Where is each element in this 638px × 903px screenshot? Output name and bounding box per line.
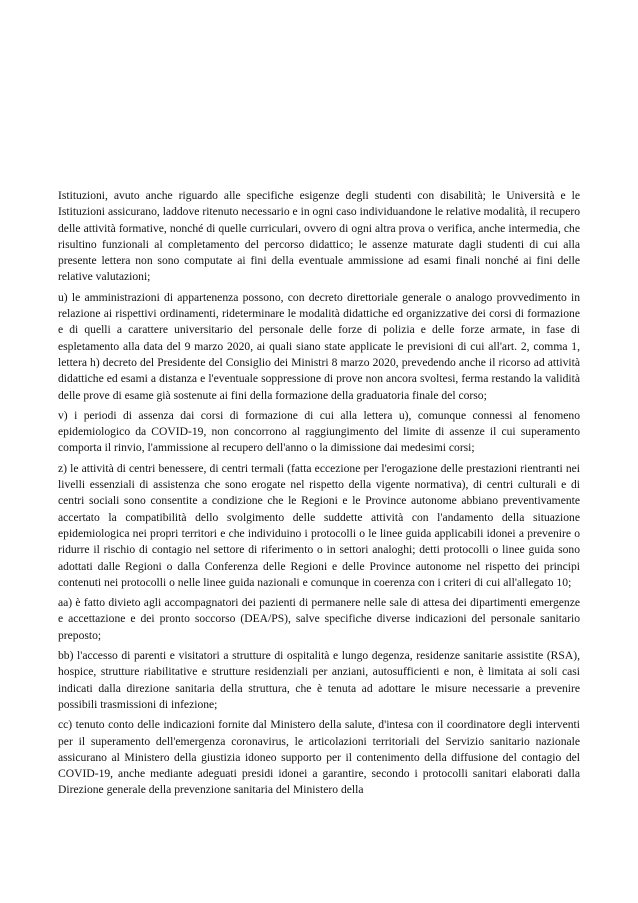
- paragraph-cc: cc) tenuto conto delle indicazioni fornite dal Ministero della salute, d'intesa con il coordinatore degli interventi per il superamento dell'emergenza coronavirus, le articolazioni territoriali del Servizio sanitario nazionale assicurano al Ministero della giustizia idoneo supporto per il contenimento della diffusione del contagio del COVID-19, anche mediante adeguati presidi idonei a garantire, secondo i protocolli sanitari elaborati dalla Direzione generale della prevenzione sanitaria del Ministero della: [58, 718, 580, 797]
- paragraph-v: v) i periodi di assenza dai corsi di formazione di cui alla lettera u), comunque connessi al fenomeno epidemiologico da COVID-19, non concorrono al raggiungimento del limite di assenze il cui superamento comporta il rinvio, l'ammissione al recupero dell'anno o la dimissione dai medesimi corsi;: [58, 408, 580, 455]
- paragraph-z: z) le attività di centri benessere, di centri termali (fatta eccezione per l'erogazione delle prestazioni rientranti nei livelli essenziali di assistenza che sono erogate nel rispetto della vigente normativa), di centri culturali e di centri sociali sono consentite a condizione che le Regioni e le Province autonome abbiano preventivamente accertato la compatibilità dello svolgimento delle suddette attività con l'andamento della situazione epidemiologica nei propri territori e che individuino i protocolli o le linee guida applicabili idonei a prevenire o ridurre il rischio di contagio nel settore di riferimento o in settori analoghi; detti protocolli o linee guida sono adottati dalle Regioni o dalla Conferenza delle Regioni e delle Province autonome nel rispetto dei principi contenuti nei protocolli o nelle linee guida nazionali e comunque in coerenza con i criteri di cui all'allegato 10;: [58, 461, 580, 589]
- paragraph-bb: bb) l'accesso di parenti e visitatori a strutture di ospitalità e lungo degenza, residenze sanitarie assistite (RSA), hospice, strutture riabilitative e strutture residenziali per anziani, autosufficienti e non, è limitata ai soli casi indicati dalla direzione sanitaria della struttura, che è tenuta ad adottare le misure necessarie a prevenire possibili trasmissioni di infezione;: [58, 649, 580, 711]
- paragraph-u: u) le amministrazioni di appartenenza possono, con decreto direttoriale generale o analogo provvedimento in relazione ai rispettivi ordinamenti, rideterminare le modalità didattiche ed organizzative dei corsi di formazione e di quelli a carattere universitario del personale delle forze di polizia e delle forze armate, in fase di espletamento alla data del 9 marzo 2020, ai quali siano state applicate le previsioni di cui all'art. 2, comma 1, lettera h) decreto del Presidente del Consiglio dei Ministri 8 marzo 2020, prevedendo anche il ricorso ad attività didattiche ed esami a distanza e l'eventuale soppressione di prove non ancora svoltesi, ferma restando la validità delle prove di esame già sostenute ai fini della formazione della graduatoria finale del corso;: [58, 290, 580, 402]
- paragraph-aa: aa) è fatto divieto agli accompagnatori dei pazienti di permanere nelle sale di attesa dei dipartimenti emergenze e accettazione e dei pronto soccorso (DEA/PS), salve specifiche diverse indicazioni del personale sanitario preposto;: [58, 596, 580, 642]
- document-body: [58, 188, 580, 803]
- paragraph-t-continuation: Istituzioni, avuto anche riguardo alle specifiche esigenze degli studenti con disabilità; le Università e le Istituzioni assicurano, laddove ritenuto necessario e in ogni caso individuandone le relative modalità, il recupero delle attività formative, nonché di quelle curriculari, ovvero di ogni altra prova o verifica, anche intermedia, che risultino funzionali al completamento del percorso didattico; le assenze maturate dagli studenti di cui alla presente lettera non sono computate ai fini della eventuale ammissione ad esami finali nonché ai fini delle relative valutazioni;: [58, 189, 580, 284]
